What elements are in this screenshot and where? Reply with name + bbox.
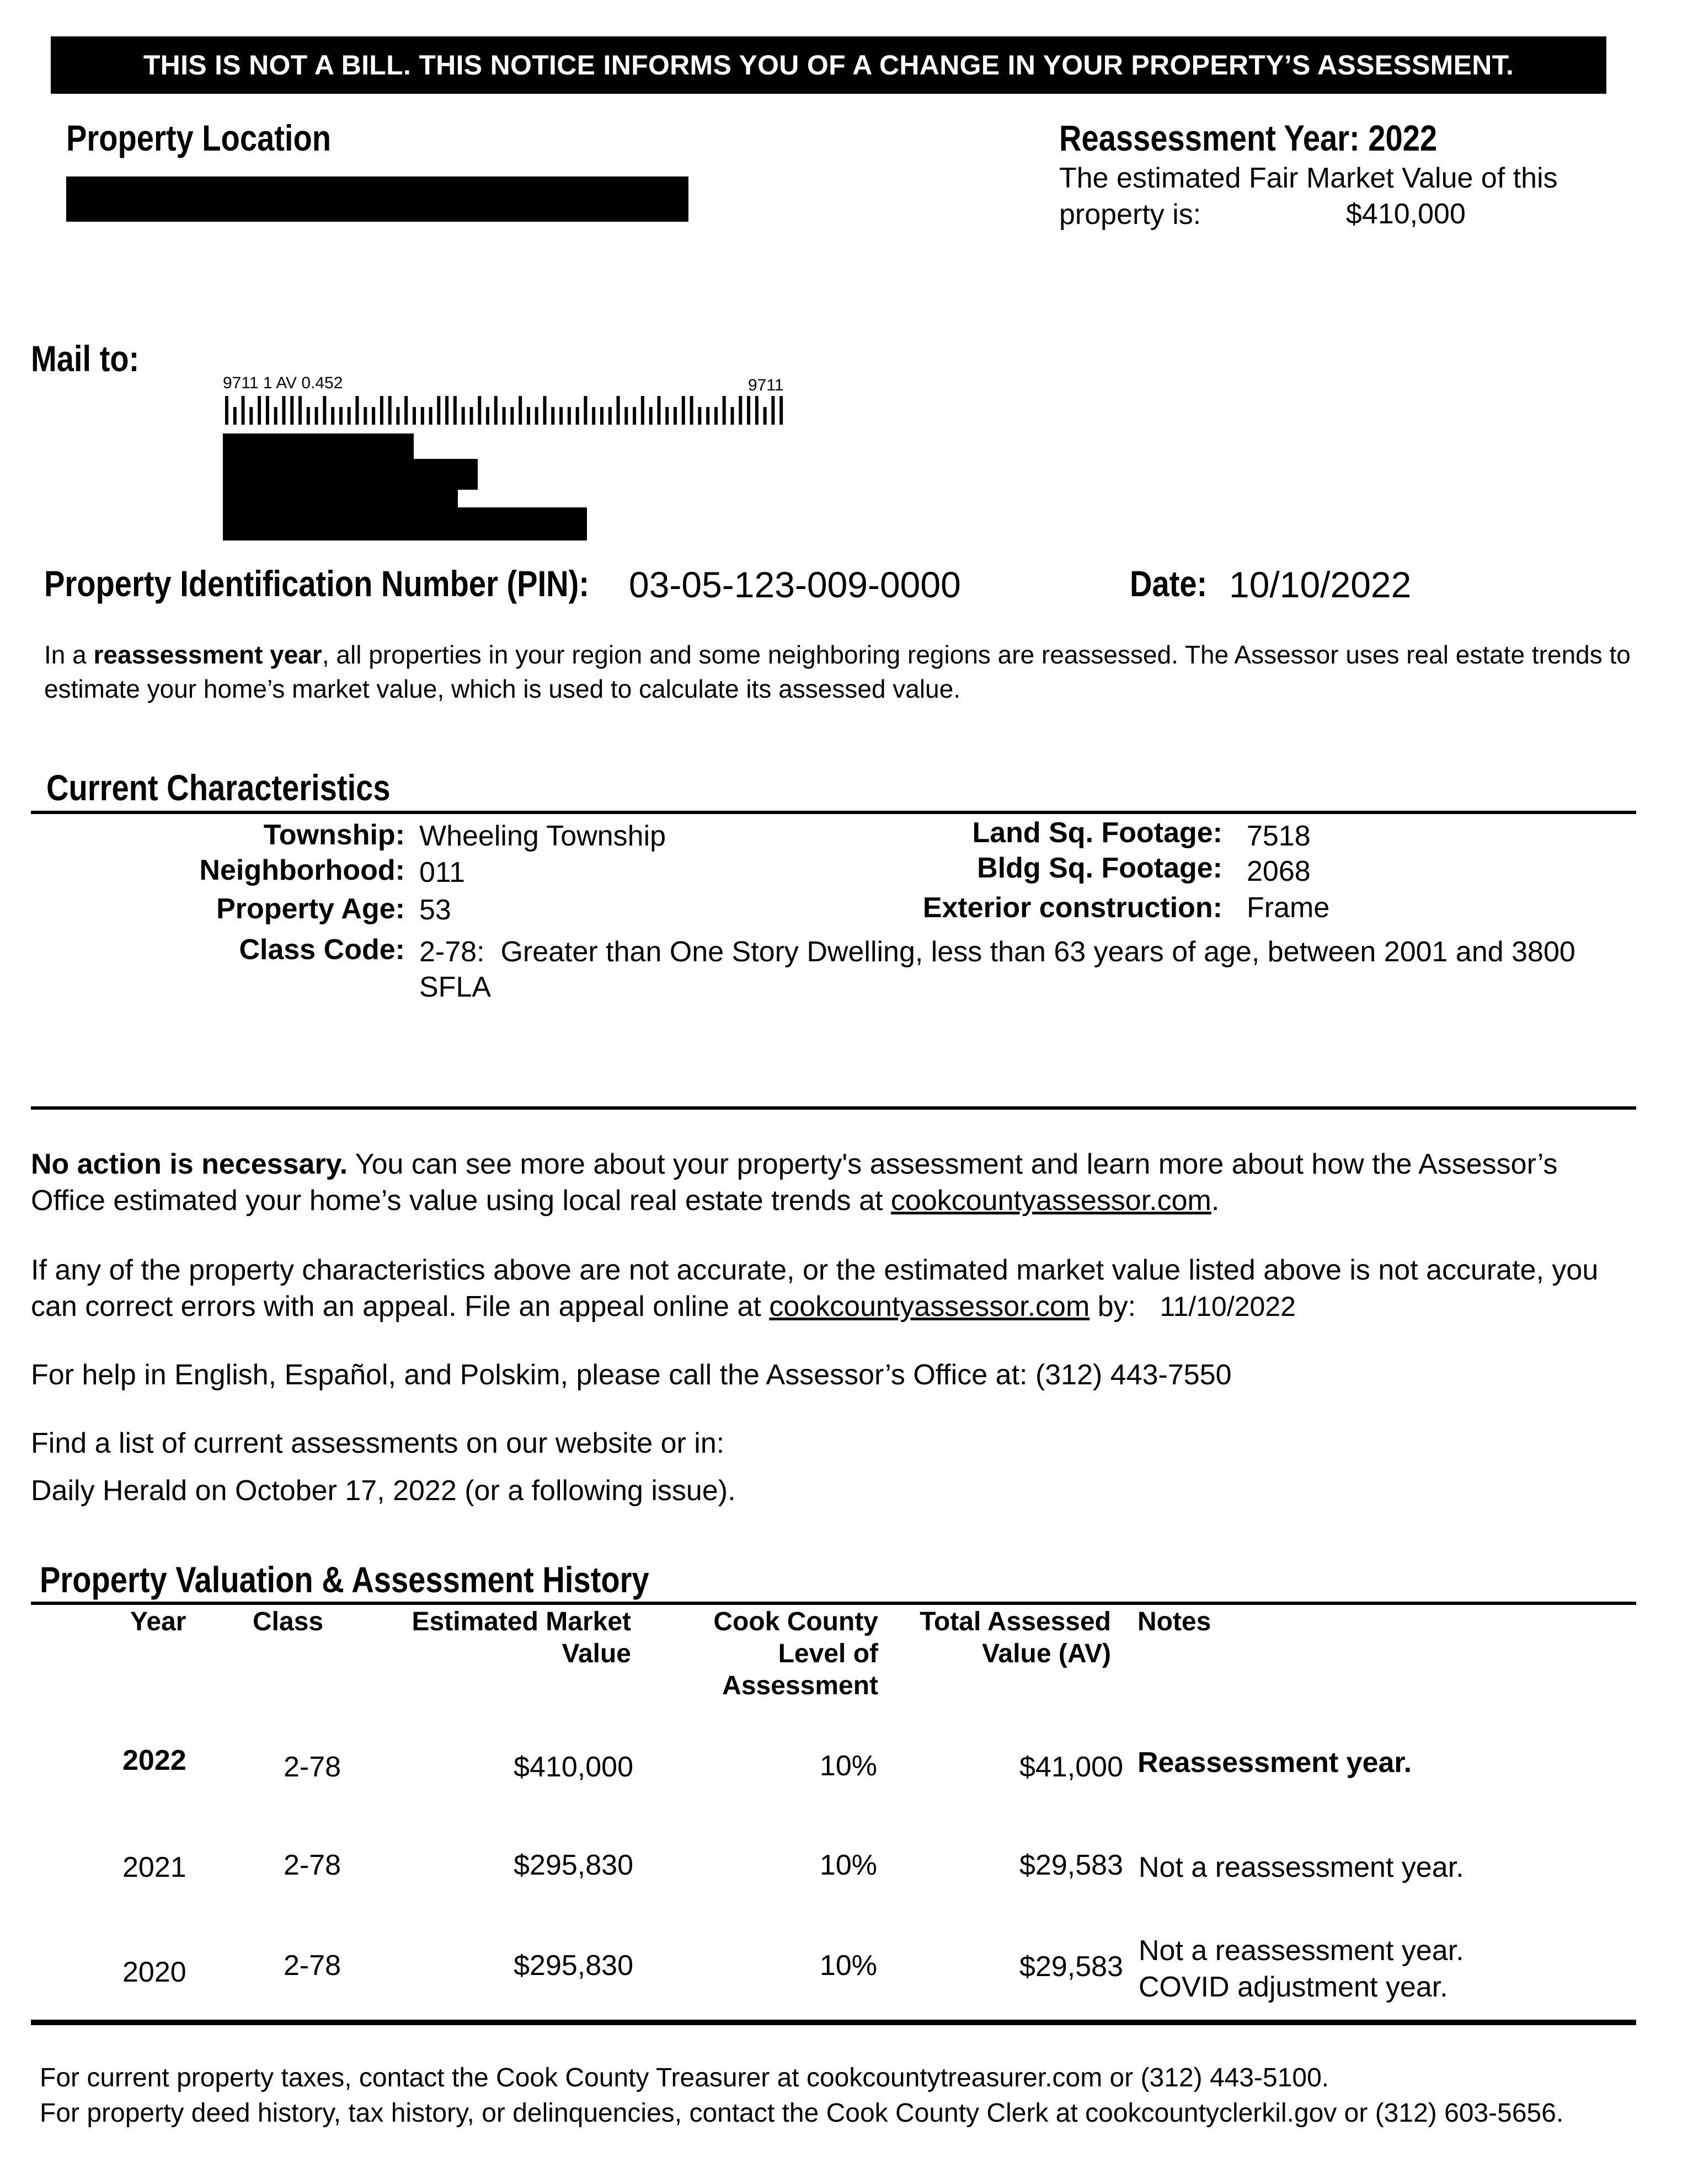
barcode-bar [747, 396, 750, 425]
barcode-right-text: 9711 [748, 376, 784, 394]
land-sqft-label: Land Sq. Footage: [972, 817, 1222, 849]
help-paragraph: For help in English, Español, and Polskim, please call the Assessor’s Office at: (312) 443-7550 [31, 1359, 1232, 1391]
reassessment-year-heading: Reassessment Year: 2022 [1059, 117, 1438, 158]
treasurer-contact: For current property taxes, contact the Cook County Treasurer at cookcountytreasurer.com or (312) 443-5100. [40, 2063, 1329, 2092]
characteristics-rule [31, 811, 1636, 814]
mail-to-label: Mail to: [31, 338, 140, 379]
col-class-header: Class [253, 1607, 324, 1636]
notice-banner: THIS IS NOT A BILL. THIS NOTICE INFORMS YOU OF A CHANGE IN YOUR PROPERTY’S ASSESSMENT. [51, 36, 1606, 94]
row-2021-av: $29,583 [1019, 1849, 1123, 1881]
history-top-rule [31, 1602, 1636, 1605]
barcode-bar [348, 407, 351, 425]
row-2022-av: $41,000 [1019, 1751, 1123, 1783]
barcode-bar [755, 396, 758, 425]
barcode-bar [462, 407, 465, 425]
barcode-bar [486, 407, 489, 425]
barcode-bar [576, 407, 579, 425]
barcode-bar [470, 407, 473, 425]
date-label: Date: [1130, 563, 1208, 604]
barcode-bar [323, 396, 326, 425]
current-characteristics-heading: Current Characteristics [46, 767, 391, 808]
barcode-bar [429, 407, 432, 425]
barcode-bar [584, 396, 587, 425]
barcode-bar [723, 396, 726, 425]
row-2020-note: Not a reassessment year. COVID adjustment year. [1139, 1935, 1464, 2003]
col-av-header: Total Assessed Value (AV) [920, 1607, 1111, 1668]
land-sqft-value: 7518 [1247, 820, 1311, 852]
barcode-bar [315, 407, 318, 425]
barcode-bar [714, 407, 718, 425]
neighborhood-label: Neighborhood: [199, 854, 405, 886]
barcode-bar [331, 407, 334, 425]
no-action-paragraph: No action is necessary. You can see more about your property's assessment and learn more about how the Assessor’s Office estimated your home’s value using local real estate trends at cookcountyassessor.com. [31, 1148, 1558, 1217]
township-label: Township: [263, 819, 405, 851]
redacted-mail-name [223, 433, 414, 461]
pin-value: 03-05-123-009-0000 [629, 564, 961, 605]
barcode-bar [372, 407, 375, 425]
redacted-address [66, 176, 688, 222]
redacted-mail-line2 [223, 459, 478, 490]
barcode-bar [559, 407, 563, 425]
barcode-bar [617, 396, 620, 425]
barcode-bar [274, 407, 277, 425]
barcode-bar [404, 396, 408, 425]
exterior-construction-value: Frame [1247, 892, 1330, 924]
barcode-bar [763, 407, 767, 425]
barcode-bar [298, 396, 302, 425]
barcode-bar [658, 396, 661, 425]
fmv-text: The estimated Fair Market Value of this property is: [1059, 162, 1558, 231]
row-2020-year: 2020 [122, 1956, 186, 1988]
row-2022-level: 10% [819, 1750, 877, 1782]
row-2021-class: 2-78 [284, 1849, 341, 1881]
class-code-value: 2-78: Greater than One Story Dwelling, less than 63 years of age, between 2001 and 3800 SFLA [419, 936, 1575, 1003]
redacted-mail-line4 [223, 507, 587, 540]
barcode-bar [364, 407, 367, 425]
bldg-sqft-label: Bldg Sq. Footage: [977, 852, 1222, 884]
row-2020-level: 10% [819, 1950, 877, 1982]
barcode-bar [453, 396, 457, 425]
barcode-bar [592, 407, 595, 425]
pin-label: Property Identification Number (PIN): [44, 563, 590, 604]
barcode-bar [568, 407, 571, 425]
barcode-bar [503, 407, 506, 425]
row-2022-note: Reassessment year. [1137, 1747, 1412, 1779]
postal-barcode [225, 396, 788, 425]
class-code-label: Class Code: [239, 934, 405, 966]
barcode-bar [739, 396, 742, 425]
row-2021-note: Not a reassessment year. [1139, 1851, 1464, 1883]
barcode-bar [242, 396, 245, 425]
row-2021-emv: $295,830 [514, 1849, 633, 1881]
col-notes-header: Notes [1137, 1607, 1211, 1636]
barcode-bar [266, 396, 269, 425]
barcode-bar [690, 396, 693, 425]
valuation-history-heading: Property Valuation & Assessment History [40, 1559, 649, 1600]
assessor-link[interactable]: cookcountyassessor.com [890, 1185, 1211, 1217]
history-bottom-rule [31, 2020, 1636, 2025]
barcode-bar [258, 396, 261, 425]
barcode-bar [641, 396, 644, 425]
barcode-bar [445, 396, 448, 425]
barcode-bar [437, 396, 440, 425]
assessments-list-paragraph: Find a list of current assessments on our website or in: [31, 1427, 725, 1459]
row-2022-class: 2-78 [284, 1751, 341, 1783]
barcode-bar [290, 396, 293, 425]
col-year-header: Year [130, 1607, 186, 1636]
appeal-link[interactable]: cookcountyassessor.com [769, 1291, 1090, 1323]
newspaper-paragraph: Daily Herald on October 17, 2022 (or a following issue). [31, 1475, 736, 1507]
row-2022-year: 2022 [122, 1744, 186, 1776]
neighborhood-value: 011 [419, 857, 465, 888]
row-2020-av: $29,583 [1019, 1951, 1123, 1983]
barcode-bar [356, 396, 359, 425]
barcode-bar [339, 407, 343, 425]
row-2021-level: 10% [819, 1849, 877, 1881]
barcode-bar [771, 396, 774, 425]
barcode-bar [233, 407, 237, 425]
fmv-value: $410,000 [1346, 198, 1466, 230]
appeal-deadline: 11/10/2022 [1160, 1291, 1296, 1322]
property-age-value: 53 [419, 894, 451, 926]
barcode-bar [706, 407, 709, 425]
appeal-paragraph: If any of the property characteristics above are not accurate, or the estimated market value listed above is not accurate, you can correct errors with an appeal. File an appeal online at cookcountyassessor.com by: 11/10/2022 [31, 1254, 1599, 1323]
col-emv-header: Estimated Market Value [412, 1607, 631, 1668]
barcode-left-text: 9711 1 AV 0.452 [223, 374, 343, 392]
barcode-bar [396, 407, 399, 425]
row-2020-class: 2-78 [284, 1950, 341, 1982]
barcode-bar [731, 407, 734, 425]
row-2022-emv: $410,000 [514, 1751, 633, 1783]
barcode-bar [543, 396, 547, 425]
row-2021-year: 2021 [122, 1851, 186, 1883]
date-value: 10/10/2022 [1229, 564, 1412, 605]
barcode-bar [682, 396, 685, 425]
barcode-bar [380, 396, 383, 425]
barcode-bar [527, 407, 530, 425]
barcode-bar [674, 407, 677, 425]
barcode-bar [413, 407, 416, 425]
barcode-bar [779, 396, 783, 425]
barcode-bar [282, 396, 286, 425]
exterior-construction-label: Exterior construction: [922, 892, 1222, 924]
bldg-sqft-value: 2068 [1247, 855, 1311, 887]
barcode-bar [535, 407, 538, 425]
barcode-bar [633, 407, 636, 425]
col-level-header: Cook County Level of Assessment [713, 1607, 878, 1700]
barcode-bar [421, 407, 424, 425]
township-value: Wheeling Township [419, 820, 666, 852]
barcode-bar [649, 407, 653, 425]
reassessment-intro: In a reassessment year, all properties in your region and some neighboring regions are reassessed. The Assessor uses real estate trends to estimate your home’s market value, which is used to calculate its assessed value. [44, 640, 1631, 703]
barcode-bar [249, 407, 253, 425]
barcode-bar [519, 396, 522, 425]
clerk-contact: For property deed history, tax history, or delinquencies, contact the Cook County Clerk at cookcountyclerkil.gov or (312) 603-5656. [40, 2099, 1564, 2128]
barcode-bar [494, 396, 498, 425]
barcode-bar [225, 396, 228, 425]
barcode-bar [698, 407, 701, 425]
redacted-mail-line3 [223, 488, 458, 507]
barcode-bar [510, 407, 514, 425]
barcode-bar [388, 396, 392, 425]
barcode-bar [600, 407, 603, 425]
barcode-bar [478, 396, 481, 425]
barcode-bar [665, 407, 669, 425]
characteristics-bottom-rule [31, 1106, 1636, 1110]
barcode-bar [624, 407, 628, 425]
property-age-label: Property Age: [216, 893, 405, 925]
property-location-heading: Property Location [66, 117, 332, 158]
barcode-bar [551, 407, 554, 425]
barcode-bar [608, 407, 612, 425]
row-2020-emv: $295,830 [514, 1950, 633, 1982]
barcode-bar [307, 407, 310, 425]
